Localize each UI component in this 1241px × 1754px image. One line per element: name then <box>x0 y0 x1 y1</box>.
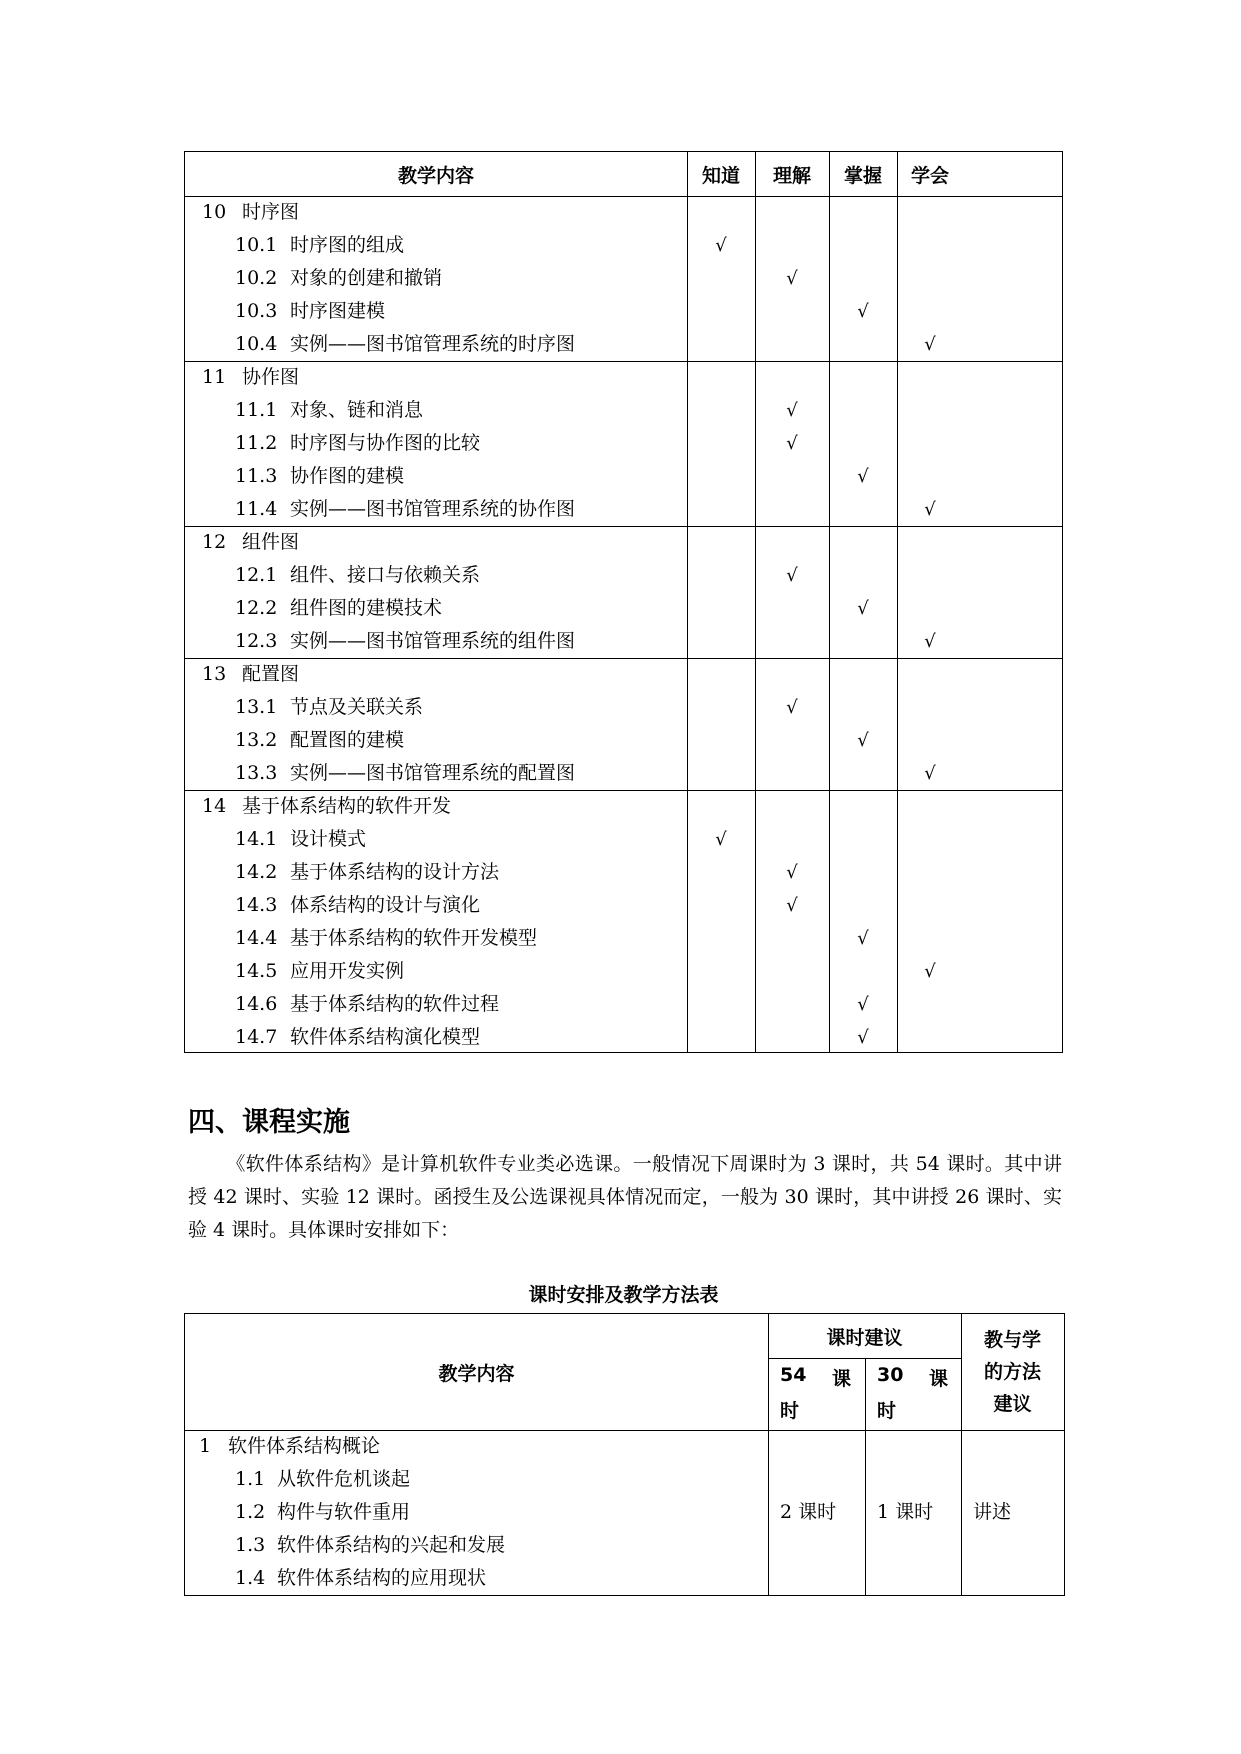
section-number: 10.1 <box>235 234 278 256</box>
section-number: 14.4 <box>235 927 278 949</box>
table-row <box>185 757 1062 790</box>
table-row <box>185 922 1062 955</box>
check-mark: √ <box>715 829 727 850</box>
topic-label: 体系结构的设计与演化 <box>290 894 481 916</box>
section-number: 1.4 <box>235 1567 266 1589</box>
topic-label: 组件图 <box>242 531 300 553</box>
row-content <box>202 526 299 559</box>
topic-label: 基于体系结构的设计方法 <box>290 861 500 883</box>
header-understand: 理解 <box>772 164 811 187</box>
topic-label: 时序图的组成 <box>290 234 405 256</box>
row-content <box>202 196 299 229</box>
topic-label: 实例——图书馆管理系统的组件图 <box>290 630 576 652</box>
header-hours: 课时建议 <box>826 1326 903 1349</box>
section-number: 11.1 <box>235 399 278 421</box>
check-mark: √ <box>857 928 869 949</box>
section-number: 13 <box>202 663 227 685</box>
table-row <box>185 955 1062 988</box>
section-number: 13.1 <box>235 696 278 718</box>
row-content <box>202 361 299 394</box>
header-30-word2: 时 <box>877 1400 897 1422</box>
check-mark: √ <box>786 268 798 289</box>
table-row <box>235 1463 410 1496</box>
table-row <box>185 1021 1062 1054</box>
topic-label: 基于体系结构的软件过程 <box>290 993 500 1015</box>
paragraph-text: 《软件体系结构》是计算机软件专业类必选课。一般情况下周课时为 3 课时，共 54 课时。其中讲授 42 课时、实验 12 课时。函授生及公选课视具体情况而定，一般为 30 课时，其中讲授 26 课时、实验 4 课时。具体课时安排如下： <box>188 1153 1062 1241</box>
topic-label: 基于体系结构的软件开发模型 <box>290 927 538 949</box>
section-number: 14.2 <box>235 861 278 883</box>
row-content <box>235 559 480 592</box>
section-number: 10 <box>202 201 227 223</box>
table-row <box>185 526 1062 559</box>
row-content <box>235 295 385 328</box>
section-paragraph <box>188 1148 1062 1247</box>
topic-label: 软件体系结构概论 <box>228 1435 381 1457</box>
table-row <box>185 625 1062 658</box>
section-number: 11.4 <box>235 498 278 520</box>
header-know: 知道 <box>701 164 740 187</box>
row-content <box>235 625 575 658</box>
topic-label: 构件与软件重用 <box>277 1501 411 1523</box>
schedule-table <box>184 1313 1065 1596</box>
table-row <box>235 1562 486 1595</box>
table-row <box>185 196 1062 229</box>
objectives-table <box>184 151 1063 1053</box>
topic-label: 应用开发实例 <box>290 960 405 982</box>
section-number: 11.2 <box>235 432 278 454</box>
table-row <box>185 658 1062 691</box>
row-content <box>202 790 451 823</box>
section-number: 14 <box>202 795 227 817</box>
table-row <box>185 328 1062 361</box>
table-row <box>185 691 1062 724</box>
topic-label: 配置图的建模 <box>290 729 405 751</box>
topic-label: 实例——图书馆管理系统的配置图 <box>290 762 576 784</box>
check-mark: √ <box>924 961 936 982</box>
check-mark: √ <box>857 994 869 1015</box>
topic-label: 协作图 <box>242 366 300 388</box>
row-content <box>235 460 404 493</box>
table-row <box>185 229 1062 262</box>
header-content: 教学内容 <box>438 1362 515 1385</box>
check-mark: √ <box>786 433 798 454</box>
row-content <box>235 757 575 790</box>
check-mark: √ <box>786 697 798 718</box>
header-54-hours <box>768 1358 865 1430</box>
table-row <box>235 1529 505 1562</box>
row-content <box>235 394 423 427</box>
table-row <box>185 559 1062 592</box>
header-learn: 学会 <box>910 164 949 187</box>
topic-label: 节点及关联关系 <box>290 696 424 718</box>
header-30-num: 30 <box>877 1364 904 1386</box>
topic-label: 协作图的建模 <box>290 465 405 487</box>
row-content <box>235 988 499 1021</box>
row-content <box>235 856 499 889</box>
table-row <box>185 262 1062 295</box>
table-row <box>185 394 1062 427</box>
topic-label: 时序图与协作图的比较 <box>290 432 481 454</box>
check-mark: √ <box>786 565 798 586</box>
header-method-line: 建议 <box>993 1393 1032 1415</box>
section-number: 10.3 <box>235 300 278 322</box>
section-number: 10.2 <box>235 267 278 289</box>
check-mark: √ <box>857 598 869 619</box>
header-method-line: 的方法 <box>983 1361 1041 1383</box>
section-number: 12.3 <box>235 630 278 652</box>
table-row <box>185 889 1062 922</box>
section-number: 14.5 <box>235 960 278 982</box>
row-content <box>235 955 404 988</box>
table-row <box>199 1430 380 1463</box>
header-master: 掌握 <box>843 164 882 187</box>
row-content <box>235 328 575 361</box>
section-number: 14.3 <box>235 894 278 916</box>
check-mark: √ <box>715 235 727 256</box>
section-number: 11 <box>202 366 227 388</box>
header-30-hours <box>865 1358 961 1430</box>
topic-label: 配置图 <box>242 663 300 685</box>
check-mark: √ <box>924 334 936 355</box>
topic-label: 实例——图书馆管理系统的时序图 <box>290 333 576 355</box>
topic-label: 对象、链和消息 <box>290 399 424 421</box>
section-number: 1.3 <box>235 1534 266 1556</box>
topic-label: 基于体系结构的软件开发 <box>242 795 452 817</box>
row-content <box>235 823 366 856</box>
header-54-word1: 课 <box>832 1368 852 1390</box>
topic-label: 时序图建模 <box>290 300 386 322</box>
header-54-word2: 时 <box>780 1400 800 1422</box>
section-number: 1.1 <box>235 1468 266 1490</box>
check-mark: √ <box>924 499 936 520</box>
topic-label: 软件体系结构的应用现状 <box>277 1567 487 1589</box>
table-row <box>185 856 1062 889</box>
header-method <box>961 1324 1064 1420</box>
table-row <box>185 988 1062 1021</box>
check-mark: √ <box>924 763 936 784</box>
header-30-word1: 课 <box>929 1368 949 1390</box>
check-mark: √ <box>786 400 798 421</box>
table-row <box>185 724 1062 757</box>
section-number: 11.3 <box>235 465 278 487</box>
topic-label: 组件、接口与依赖关系 <box>290 564 481 586</box>
check-mark: √ <box>857 466 869 487</box>
row-content <box>235 592 442 625</box>
check-mark: √ <box>924 631 936 652</box>
table-row <box>185 823 1062 856</box>
row-content <box>235 691 423 724</box>
section-number: 13.2 <box>235 729 278 751</box>
topic-label: 从软件危机谈起 <box>277 1468 411 1490</box>
topic-label: 组件图的建模技术 <box>290 597 443 619</box>
section-number: 14.1 <box>235 828 278 850</box>
section-number: 13.3 <box>235 762 278 784</box>
check-mark: √ <box>857 1027 869 1048</box>
topic-label: 时序图 <box>242 201 300 223</box>
table-row <box>185 295 1062 328</box>
table-row <box>185 493 1062 526</box>
check-mark: √ <box>857 730 869 751</box>
topic-label: 软件体系结构的兴起和发展 <box>277 1534 506 1556</box>
row-content <box>235 427 480 460</box>
method-value: 讲述 <box>973 1501 1012 1523</box>
hours-54-value: 2 课时 <box>780 1501 837 1523</box>
section-title: 四、课程实施 <box>188 1107 350 1138</box>
row-content <box>235 922 537 955</box>
section-number: 1 <box>199 1435 212 1457</box>
table-row <box>185 790 1062 823</box>
table-caption: 课时安排及教学方法表 <box>528 1284 719 1306</box>
header-content: 教学内容 <box>397 164 474 187</box>
table-row <box>185 460 1062 493</box>
section-number: 12.1 <box>235 564 278 586</box>
check-mark: √ <box>786 862 798 883</box>
topic-label: 对象的创建和撤销 <box>290 267 443 289</box>
table-row <box>185 592 1062 625</box>
section-number: 14.6 <box>235 993 278 1015</box>
row-content <box>235 262 442 295</box>
row-content <box>235 724 404 757</box>
row-content <box>235 493 575 526</box>
check-mark: √ <box>857 301 869 322</box>
section-number: 10.4 <box>235 333 278 355</box>
topic-label: 设计模式 <box>290 828 367 850</box>
section-number: 12.2 <box>235 597 278 619</box>
section-number: 1.2 <box>235 1501 266 1523</box>
row-content <box>235 889 480 922</box>
check-mark: √ <box>786 895 798 916</box>
row-content <box>235 1021 480 1054</box>
table-row <box>235 1496 410 1529</box>
header-54-num: 54 <box>780 1364 807 1386</box>
header-method-line: 教与学 <box>983 1329 1041 1351</box>
row-content <box>202 658 299 691</box>
hours-30-value: 1 课时 <box>877 1501 934 1523</box>
topic-label: 实例——图书馆管理系统的协作图 <box>290 498 576 520</box>
table-row <box>185 361 1062 394</box>
section-number: 12 <box>202 531 227 553</box>
topic-label: 软件体系结构演化模型 <box>290 1026 481 1048</box>
row-content <box>235 229 404 262</box>
section-number: 14.7 <box>235 1026 278 1048</box>
table-row <box>185 427 1062 460</box>
